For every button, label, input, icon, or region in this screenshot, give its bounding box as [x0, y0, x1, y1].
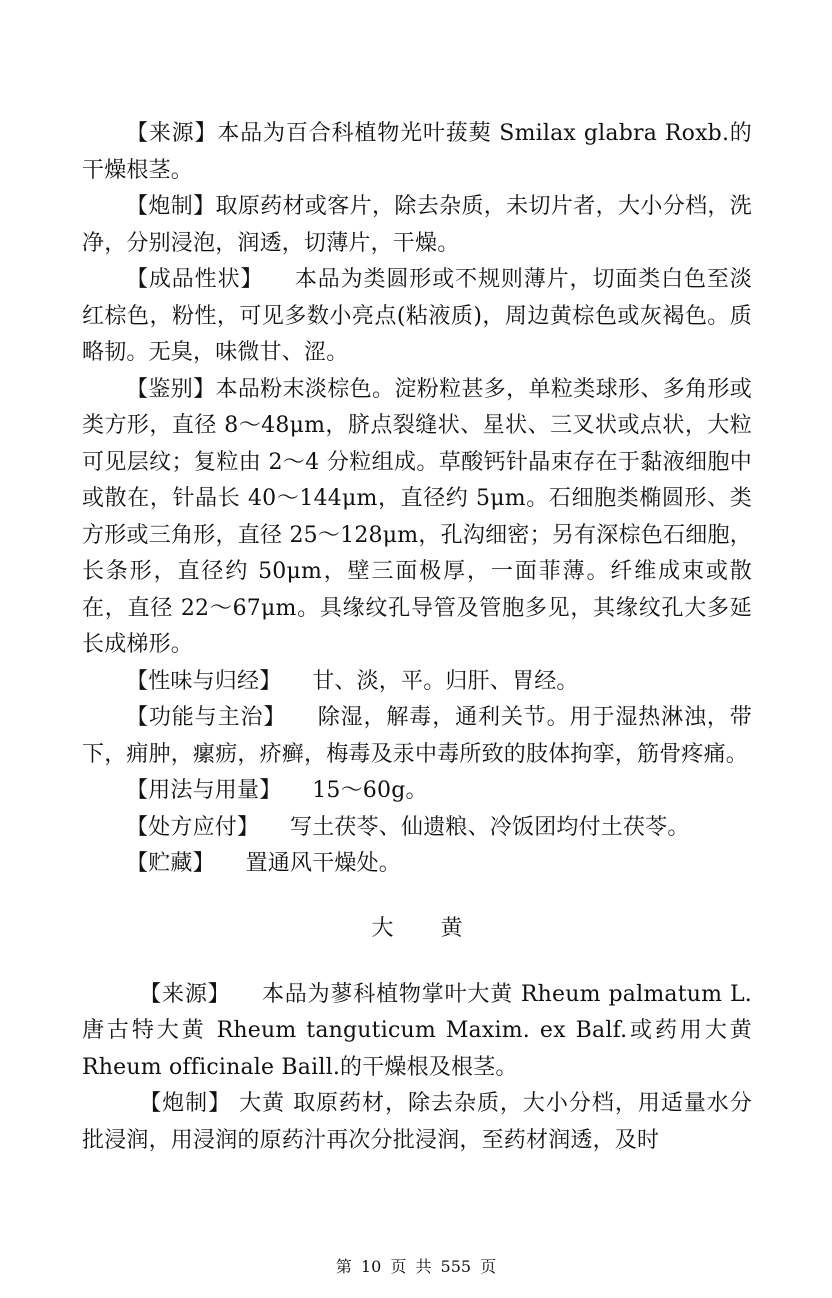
- appearance-label: 【成品性状】: [126, 267, 264, 292]
- nature-meridian-paragraph: [82, 664, 752, 701]
- page-footer: 第 10 页 共 555 页: [335, 1257, 497, 1276]
- prescription-text: 写土茯苓、仙遗粮、冷饭团均付土茯苓。: [290, 814, 690, 840]
- storage-text: 置通风干燥处。: [245, 851, 402, 876]
- function-label: 【功能与主治】: [126, 705, 287, 730]
- appearance-paragraph: [82, 262, 752, 372]
- storage-label: 【贮藏】: [126, 851, 215, 876]
- nature-meridian-label: 【性味与归经】: [126, 668, 282, 694]
- source-paragraph: 【来源】本品为百合科植物光叶菝葜 Smilax glabra Roxb.的干燥根茎。: [82, 121, 752, 183]
- identification-paragraph: 【鉴别】本品粉末淡棕色。淀粉粒甚多，单粒类球形、多角形或类方形，直径 8～48μm，脐点裂缝状、星状、三叉状或点状，大粒可见层纹；复粒由 2～4 分粒组成。草酸钙针晶束存在于黏液细胞中或散在，针晶长 40～144μm，直径约 5μm。石细胞类椭圆形、类方形或三角形，直径 25～128μm，孔沟细密；另有深棕色石细胞，长条形，直径约 50μm，壁三面极厚，一面菲薄。纤维成束或散在，直径 22～67μm。具缘纹孔导管及管胞多见，其缘纹孔大多延长成梯形。: [82, 376, 752, 657]
- dosage-paragraph: [82, 773, 752, 810]
- section-title: 大 黄: [371, 915, 483, 941]
- function-paragraph: [82, 700, 752, 773]
- rhubarb-source-text: 本品为蓼科植物掌叶大黄 Rheum palmatum L.唐古特大黄 Rheum tanguticum Maxim. ex Balf.或药用大黄 Rheum officinale Baill.的干燥根及根茎。: [82, 981, 752, 1080]
- rhubarb-source-label: 【来源】: [139, 981, 231, 1007]
- page-content: [82, 116, 752, 1159]
- nature-meridian-text: 甘、淡，平。归肝、胃经。: [312, 668, 579, 694]
- rhubarb-processing-label: 【炮制】: [139, 1091, 232, 1116]
- processing-paragraph: 【炮制】取原药材或客片，除去杂质，未切片者，大小分档，洗净，分别浸泡，润透，切薄片，干燥。: [82, 194, 752, 256]
- prescription-paragraph: [82, 810, 752, 847]
- prescription-label: 【处方应付】: [126, 814, 260, 840]
- rhubarb-processing-text: 大黄 取原药材，除去杂质，大小分档，用适量水分批浸润，用浸润的原药汁再次分批浸润，至药材润透，及时: [82, 1091, 752, 1153]
- rhubarb-processing-paragraph: [82, 1086, 752, 1159]
- storage-paragraph: [82, 846, 752, 883]
- dosage-text: 15～60g。: [312, 778, 428, 803]
- dosage-label: 【用法与用量】: [126, 778, 282, 803]
- rhubarb-source-paragraph: [82, 977, 752, 1087]
- appearance-text: 本品为类圆形或不规则薄片，切面类白色至淡红棕色，粉性，可见多数小亮点(粘液质)，周边黄棕色或灰褐色。质略韧。无臭，味微甘、涩。: [82, 267, 752, 365]
- function-text: 除湿，解毒，通利关节。用于湿热淋浊，带下，痈肿，瘰疬，疥癣，梅毒及汞中毒所致的肢体拘挛，筋骨疼痛。: [82, 705, 752, 767]
